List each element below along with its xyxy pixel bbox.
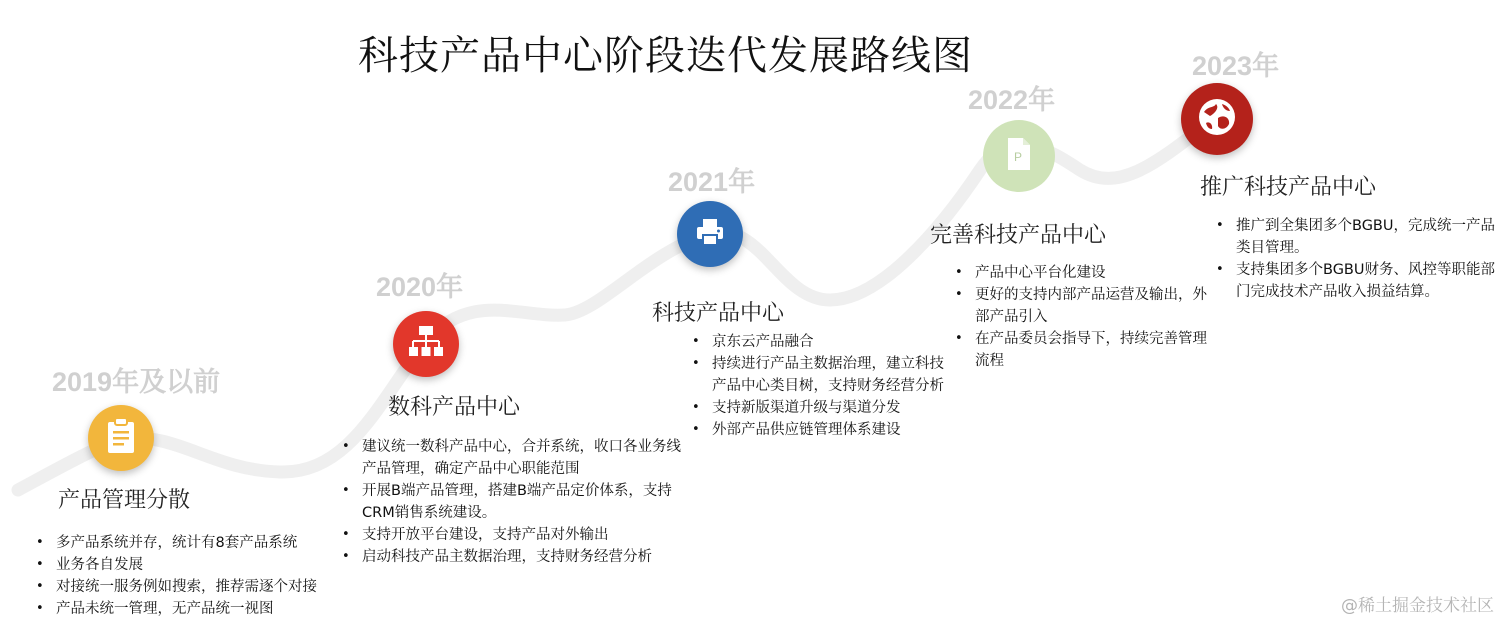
bullet-item: • 外部产品供应链管理体系建设: [690, 419, 952, 441]
stage-circle-2020: [393, 311, 459, 377]
stage-title-2023: 推广科技产品中心: [1200, 175, 1377, 200]
year-label-2023: 2023年: [1192, 51, 1280, 81]
year-label-2022: 2022年: [968, 85, 1056, 115]
stage-bullets-2020: [340, 436, 682, 568]
svg-text:P: P: [1014, 150, 1023, 164]
year-label-2019: 2019年及以前: [52, 367, 221, 397]
bullet-item: • 支持集团多个BGBU财务、风控等职能部门完成技术产品收入损益结算。: [1214, 259, 1500, 303]
bullet-item: • 支持新版渠道升级与渠道分发: [690, 397, 952, 419]
bullet-item: • 多产品系统并存，统计有8套产品系统: [34, 532, 364, 554]
bullet-item: • 开展B端产品管理，搭建B端产品定价体系，支持CRM销售系统建设。: [340, 480, 682, 524]
stage-circle-2022: [983, 120, 1055, 192]
bullet-item: • 推广到全集团多个BGBU，完成统一产品类目管理。: [1214, 215, 1500, 259]
stage-circle-2019: [88, 405, 154, 471]
bullet-item: • 产品未统一管理，无产品统一视图: [34, 598, 364, 620]
document-icon: [1006, 137, 1032, 175]
bullet-item: • 持续进行产品主数据治理，建立科技产品中心类目树，支持财务经营分析: [690, 353, 952, 397]
stage-title-2020: 数科产品中心: [388, 395, 521, 420]
bullet-item: • 支持开放平台建设，支持产品对外输出: [340, 524, 682, 546]
bullet-item: • 建议统一数科产品中心，合并系统，收口各业务线产品管理，确定产品中心职能范围: [340, 436, 682, 480]
bullet-item: • 京东云产品融合: [690, 331, 952, 353]
stage-title-2019: 产品管理分散: [58, 488, 191, 513]
stage-title-2021: 科技产品中心: [652, 301, 785, 326]
bullet-item: • 产品中心平台化建设: [953, 262, 1215, 284]
year-label-2021: 2021年: [668, 167, 756, 197]
stage-bullets-2023: [1214, 215, 1500, 303]
bullet-item: • 在产品委员会指导下，持续完善管理流程: [953, 328, 1215, 372]
bullet-item: • 对接统一服务例如搜索，推荐需逐个对接: [34, 576, 364, 598]
bullet-item: • 启动科技产品主数据治理，支持财务经营分析: [340, 546, 682, 568]
stage-bullets-2019: [34, 532, 364, 620]
bullet-item: • 更好的支持内部产品运营及输出，外部产品引入: [953, 284, 1215, 328]
watermark-label: @稀土掘金技术社区: [1341, 596, 1494, 616]
stage-circle-2023: [1181, 83, 1253, 155]
globe-icon: [1196, 96, 1238, 142]
stage-bullets-2021: [690, 331, 952, 441]
clipboard-icon: [105, 417, 137, 459]
stage-bullets-2022: [953, 262, 1215, 372]
printer-icon: [694, 216, 726, 252]
year-label-2020: 2020年: [376, 272, 464, 302]
stage-title-2022: 完善科技产品中心: [930, 223, 1107, 248]
org-chart-icon: [408, 325, 444, 363]
stage-circle-2021: [677, 201, 743, 267]
bullet-item: • 业务各自发展: [34, 554, 364, 576]
page-title: 科技产品中心阶段迭代发展路线图: [358, 33, 973, 79]
